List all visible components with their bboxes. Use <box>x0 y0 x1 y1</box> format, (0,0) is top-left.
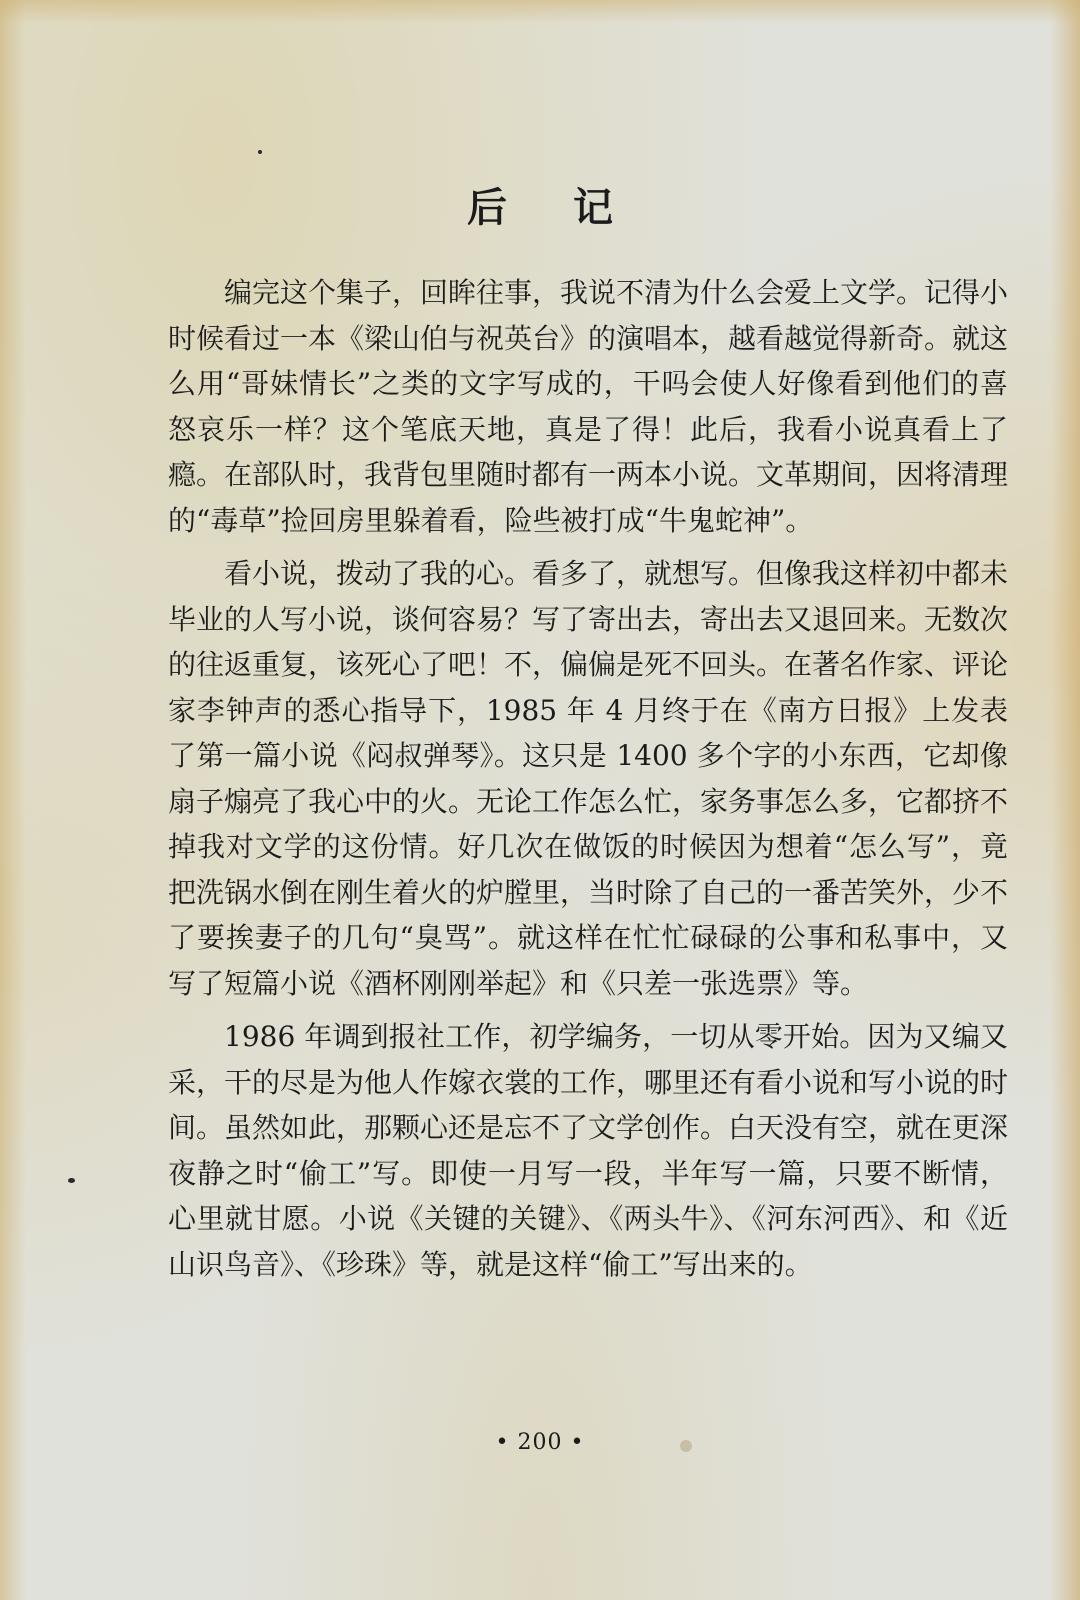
paragraph-3: 1986 年调到报社工作，初学编务，一切从零开始。因为又编又采，干的尽是为他人作嫁衣裳的工作，哪里还有看小说和写小说的时间。虽然如此，那颗心还是忘不了文学创作。白天没有空，就在更深夜静之时“偷工”写。即使一月写一段，半年写一篇，只要不断情，心里就甘愿。小说《关键的关键》、《两头牛》、《河东河西》、和《近山识鸟音》、《珍珠》等，就是这样“偷工”写出来的。 <box>168 1020 1009 1281</box>
page-number-mark-left: • <box>495 1430 510 1455</box>
page-number-mark-right: • <box>570 1430 585 1455</box>
page-edge-left <box>0 0 26 1600</box>
ink-speck <box>68 1178 75 1183</box>
paragraph-1: 编完这个集子，回眸往事，我说不清为什么会爱上文学。记得小时候看过一本《梁山伯与祝英台》的演唱本，越看越觉得新奇。就这么用“哥妹情长”之类的文字写成的，干吗会使人好像看到他们的喜怒哀乐一样？这个笔底天地，真是了得！此后，我看小说真看上了瘾。在部队时，我背包里随时都有一两本小说。文革期间，因将清理的“毒草”捡回房里躲着看，险些被打成“牛鬼蛇神”。 <box>168 276 1009 537</box>
page-number <box>0 1430 1080 1455</box>
afterword-body <box>168 270 1008 1287</box>
ink-speck <box>258 150 262 154</box>
page-edge-right <box>1050 0 1080 1600</box>
page-title: 后 记 <box>467 185 639 231</box>
paper-stain <box>680 1440 692 1452</box>
page-edge-top <box>0 0 1080 24</box>
page-number-value: 200 <box>517 1430 563 1455</box>
paragraph-2: 看小说，拨动了我的心。看多了，就想写。但像我这样初中都未毕业的人写小说，谈何容易？写了寄出去，寄出去又退回来。无数次的往返重复，该死心了吧！不，偏偏是死不回头。在著名作家、评论家李钟声的悉心指导下，1985 年 4 月终于在《南方日报》上发表了第一篇小说《闷叔弹琴》。这只是 1400 多个字的小东西，它却像扇子煽亮了我心中的火。无论工作怎么忙，家务事怎么多，它都挤不掉我对文学的这份情。好几次在做饭的时候因为想着“怎么写”，竟把洗锅水倒在刚生着火的炉膛里，当时除了自己的一番苦笑外，少不了要挨妻子的几句“臭骂”。就这样在忙忙碌碌的公事和私事中，又写了短篇小说《酒杯刚刚举起》和《只差一张选票》等。 <box>168 557 1009 1000</box>
